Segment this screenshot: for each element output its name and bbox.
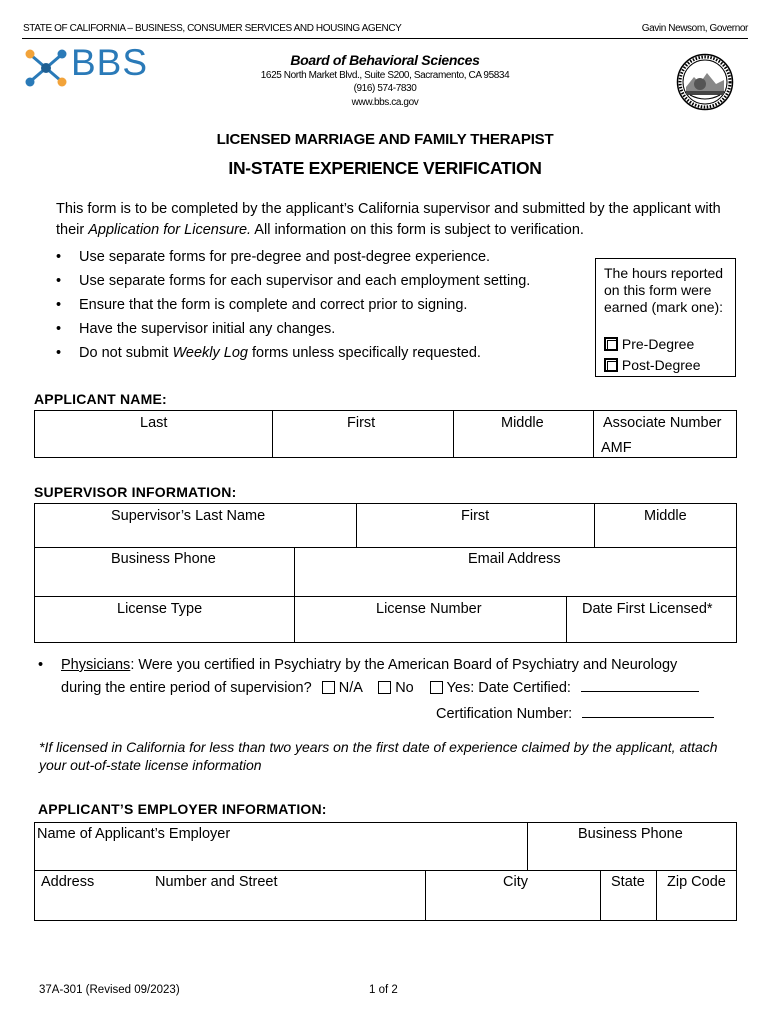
certification-number-field[interactable] xyxy=(582,717,714,718)
bbs-logo-text: BBS xyxy=(71,42,149,83)
california-seal-icon xyxy=(676,53,734,111)
hours-earned-text: The hours reported on this form were earned (mark one): xyxy=(604,265,724,315)
applicant-first-label: First xyxy=(347,415,376,431)
yes-checkbox[interactable] xyxy=(430,681,443,694)
applicant-middle-label: Middle xyxy=(501,415,544,431)
intro-text-2: All information on this form is subject to verification. xyxy=(251,222,584,238)
board-name: Board of Behavioral Sciences xyxy=(290,52,480,68)
header-divider xyxy=(22,38,748,39)
employer-zip-label: Zip Code xyxy=(667,874,726,890)
license-type-label: License Type xyxy=(117,601,203,617)
hours-earned-box xyxy=(595,258,736,377)
title-line-1: LICENSED MARRIAGE AND FAMILY THERAPIST xyxy=(216,131,554,148)
associate-number-label: Associate Number xyxy=(603,415,722,431)
no-checkbox[interactable] xyxy=(378,681,391,694)
out-of-state-note: *If licensed in California for less than two years on the first date of experience claimed by the applicant, attach your out-of-state license information xyxy=(39,739,718,773)
state-seal xyxy=(676,53,734,111)
physicians-label: Physicians xyxy=(61,657,131,673)
supervisor-phone-label: Business Phone xyxy=(111,551,216,567)
applicant-name-table xyxy=(34,410,737,458)
form-number: 37A-301 (Revised 09/2023) xyxy=(39,984,180,996)
board-phone: (916) 574-7830 xyxy=(353,83,417,94)
post-degree-checkbox[interactable] xyxy=(604,358,618,372)
supervisor-middle-label: Middle xyxy=(644,508,687,524)
governor-name: Gavin Newsom, Governor xyxy=(641,23,748,34)
certification-number-label: Certification Number: xyxy=(436,706,573,722)
na-label: N/A xyxy=(338,680,363,696)
date-first-licensed-label: Date First Licensed* xyxy=(582,601,713,617)
intro-paragraph xyxy=(56,199,726,241)
employer-phone-label: Business Phone xyxy=(578,826,683,842)
amf-prefix: AMF xyxy=(601,440,632,456)
title-line-2: IN-STATE EXPERIENCE VERIFICATION xyxy=(228,158,542,178)
pre-degree-checkbox[interactable] xyxy=(604,337,618,351)
employer-address-label: Address xyxy=(41,874,95,890)
employer-street-label: Number and Street xyxy=(155,874,278,890)
employer-city-label: City xyxy=(503,874,528,890)
supervisor-email-label: Email Address xyxy=(468,551,561,567)
na-checkbox[interactable] xyxy=(322,681,335,694)
no-label: No xyxy=(395,680,414,696)
intro-text-1: This form is to be completed by the applicant’s California supervisor and submitted by the applicant with their xyxy=(56,201,721,238)
supervisor-info-heading: SUPERVISOR INFORMATION: xyxy=(34,484,237,500)
certification-number-row xyxy=(436,706,714,722)
post-degree-option[interactable] xyxy=(604,357,700,373)
agency-name: STATE OF CALIFORNIA – BUSINESS, CONSUMER SERVICES AND HOUSING AGENCY xyxy=(23,23,402,34)
employer-state-label: State xyxy=(611,874,645,890)
applicant-name-heading: APPLICANT NAME: xyxy=(34,391,167,407)
board-website: www.bbs.ca.gov xyxy=(351,97,419,108)
license-number-label: License Number xyxy=(376,601,482,617)
page-number: 1 of 2 xyxy=(369,984,398,996)
physicians-question-line2: during the entire period of supervision? N/A No Yes: Date Certified: xyxy=(61,680,699,696)
pre-degree-option[interactable] xyxy=(604,336,694,352)
pre-degree-label: Pre-Degree xyxy=(621,336,695,352)
employer-name-label: Name of Applicant’s Employer xyxy=(37,826,231,842)
intro-italic: Application for Licensure. xyxy=(88,222,252,238)
employer-info-table xyxy=(34,822,737,921)
employer-info-heading: APPLICANT’S EMPLOYER INFORMATION: xyxy=(38,801,327,817)
applicant-last-label: Last xyxy=(140,415,168,431)
supervisor-last-label: Supervisor’s Last Name xyxy=(111,508,266,524)
supervisor-info-table xyxy=(34,503,737,643)
board-address: 1625 North Market Blvd., Suite S200, Sacramento, CA 95834 xyxy=(260,70,510,81)
yes-date-label: Yes: Date Certified: xyxy=(446,680,571,696)
date-certified-field[interactable] xyxy=(581,691,699,692)
supervisor-first-label: First xyxy=(461,508,490,524)
post-degree-label: Post-Degree xyxy=(621,357,701,373)
